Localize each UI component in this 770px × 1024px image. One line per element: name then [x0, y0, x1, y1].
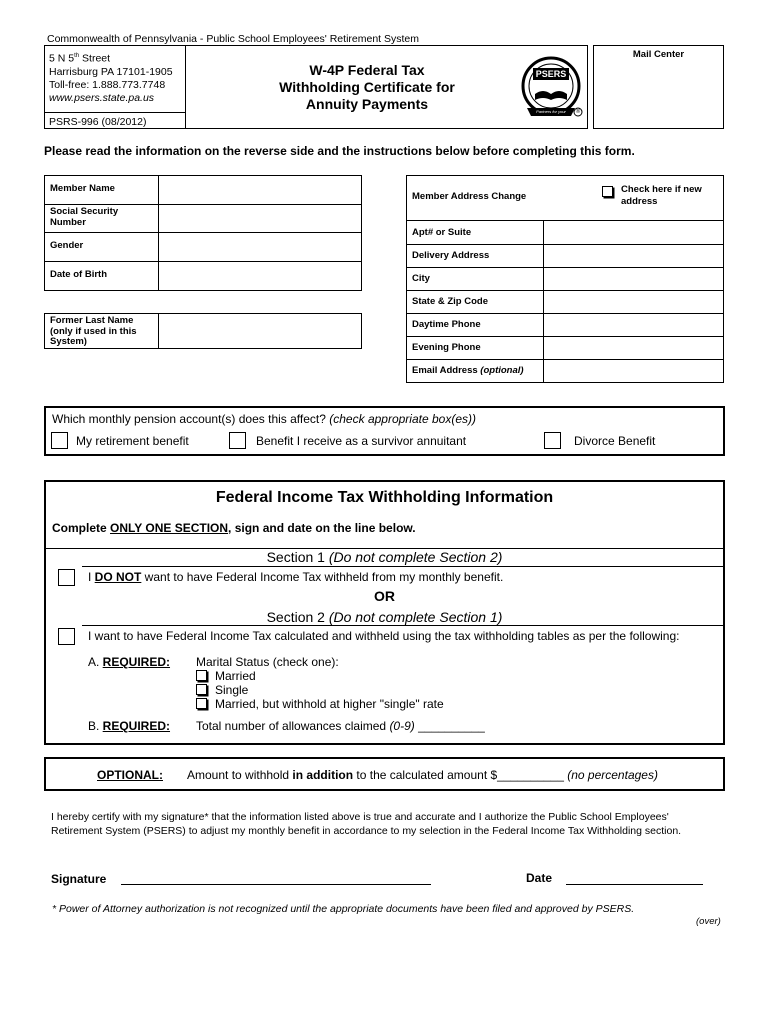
federal-tax-box — [44, 480, 725, 745]
ssn-label: Social Security Number — [50, 206, 119, 228]
dob-field[interactable] — [159, 262, 362, 291]
former-name-box — [44, 313, 362, 349]
section2-title: Section 2 (Do not complete Section 1) — [266, 609, 503, 625]
apt-label: Apt# or Suite — [412, 227, 472, 238]
gender-label: Gender — [50, 240, 84, 251]
tollfree-phone: Toll-free: 1.888.773.7748 — [49, 78, 166, 91]
pension-accounts-box — [44, 406, 725, 456]
marital-option-married[interactable]: Married — [196, 669, 444, 683]
allowances-field[interactable]: Total number of allowances claimed (0-9) __________ — [196, 719, 485, 733]
date-label: Date — [526, 871, 553, 885]
email-field[interactable] — [544, 360, 724, 382]
delivery-label: Delivery Address — [412, 250, 490, 261]
section1-title: Section 1 (Do not complete Section 2) — [266, 549, 503, 565]
marital-option-single[interactable]: Single — [196, 683, 444, 697]
city-label: City — [412, 273, 430, 284]
header-box — [44, 45, 588, 129]
form-title: W-4P Federal Tax Withholding Certificate for Annuity Payments — [279, 62, 455, 112]
married-higher-checkbox[interactable] — [196, 698, 207, 709]
marital-status-group — [196, 655, 444, 711]
former-name-label: Former Last Name (only if used in this System) — [50, 315, 137, 347]
required-b-label: B. REQUIRED: — [88, 719, 171, 733]
evening-phone-field[interactable] — [544, 337, 724, 359]
single-checkbox[interactable] — [196, 684, 207, 695]
date-line[interactable] — [566, 884, 703, 885]
address-city: Harrisburg PA 17101-1905 — [49, 65, 173, 78]
section1-text: I DO NOT want to have Federal Income Tax withheld from my monthly benefit. — [88, 570, 504, 584]
pension-question: Which monthly pension account(s) does this affect? (check appropriate box(es)) — [52, 412, 476, 426]
psers-logo — [521, 54, 583, 126]
member-name-field[interactable] — [159, 176, 362, 205]
new-address-checkbox[interactable] — [602, 186, 613, 197]
certification-text: I hereby certify with my signature* that the information listed above is true and accurate and I authorize the Public School Employees' Retirement System (PSERS) to adjust my monthly benefit in accordance to my selection in the Federal Income Tax Withholding section. — [51, 811, 682, 837]
retirement-benefit-checkbox[interactable] — [51, 432, 68, 449]
address-change-label: Member Address Change — [412, 191, 527, 202]
logo-ribbon: Partners for your Future — [536, 109, 566, 120]
ssn-field[interactable] — [159, 205, 362, 233]
member-info-box — [44, 175, 362, 291]
mail-center-label: Mail Center — [632, 49, 685, 60]
form-number: PSRS-996 (08/2012) — [49, 116, 147, 128]
city-field[interactable] — [544, 268, 724, 290]
mail-center-box — [593, 45, 724, 129]
member-name-label: Member Name — [50, 183, 115, 194]
signature-label: Signature — [51, 872, 107, 886]
marital-option-married-higher[interactable]: Married, but withhold at higher "single" rate — [196, 697, 444, 711]
section2-checkbox[interactable] — [58, 628, 75, 645]
over-note: (over) — [696, 916, 721, 927]
instructions: Please read the information on the reverse side and the instructions below before completing this form. — [44, 144, 635, 158]
complete-one-section: Complete ONLY ONE SECTION, sign and date on the line below. — [52, 521, 416, 535]
required-a-label: A. REQUIRED: — [88, 655, 171, 669]
address-street: 5 N 5th Street — [49, 52, 111, 65]
registered-mark: ® — [575, 109, 581, 115]
federal-tax-title: Federal Income Tax Withholding Information — [215, 489, 554, 506]
signature-line[interactable] — [121, 884, 431, 885]
dob-label: Date of Birth — [50, 269, 107, 280]
or-separator: OR — [374, 588, 395, 604]
married-checkbox[interactable] — [196, 670, 207, 681]
section2-text: I want to have Federal Income Tax calculated and withheld using the tax withholding tables as per the following: — [88, 629, 680, 643]
survivor-benefit-checkbox[interactable] — [229, 432, 246, 449]
daytime-phone-field[interactable] — [544, 314, 724, 336]
email-label: Email Address (optional) — [412, 365, 524, 376]
state-zip-field[interactable] — [544, 291, 724, 313]
survivor-benefit-label: Benefit I receive as a survivor annuitant — [256, 434, 467, 448]
evening-phone-label: Evening Phone — [412, 342, 481, 353]
gender-field[interactable] — [159, 233, 362, 262]
website: www.psers.state.pa.us — [49, 91, 155, 104]
optional-box — [44, 757, 725, 791]
optional-label: OPTIONAL: — [97, 768, 163, 782]
logo-text: PSERS — [535, 69, 567, 79]
divorce-benefit-checkbox[interactable] — [544, 432, 561, 449]
former-name-field[interactable] — [159, 314, 362, 348]
retirement-benefit-label: My retirement benefit — [76, 434, 189, 448]
additional-amount-field[interactable]: Amount to withhold in addition to the calculated amount $__________ (no percentages) — [187, 768, 658, 782]
agency-name: Commonwealth of Pennsylvania - Public School Employees' Retirement System — [47, 33, 420, 45]
delivery-field[interactable] — [544, 245, 724, 267]
marital-status-label: Marital Status (check one): — [196, 655, 339, 669]
address-block — [49, 50, 173, 105]
new-address-label: Check here if new address — [621, 184, 702, 207]
apt-field[interactable] — [544, 221, 724, 244]
divorce-benefit-label: Divorce Benefit — [574, 434, 656, 448]
section1-checkbox[interactable] — [58, 569, 75, 586]
state-zip-label: State & Zip Code — [412, 296, 489, 307]
address-box — [406, 175, 724, 383]
footnote: * Power of Attorney authorization is not recognized until the appropriate documents have been filed and approved by PSERS. — [52, 903, 635, 915]
daytime-phone-label: Daytime Phone — [412, 319, 481, 330]
